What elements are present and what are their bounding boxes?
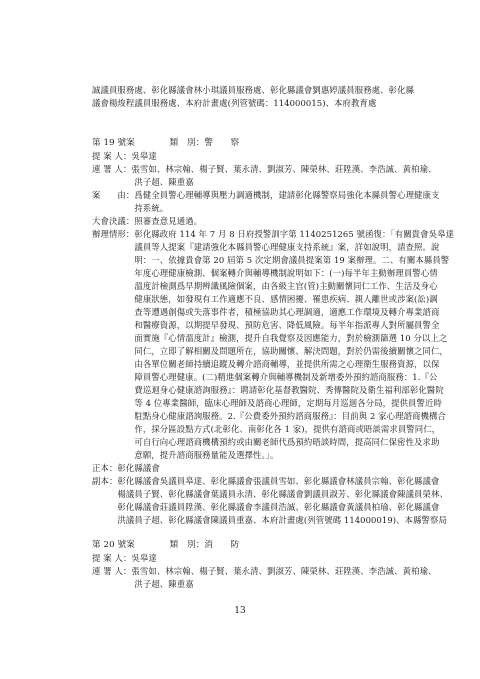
- page-number: 13: [234, 606, 246, 616]
- case19-handling-line-7: 查等遭遇創傷或失落事件者，積極協助其心理調適，適應工作環境及轉介專業諮商: [92, 307, 440, 317]
- case19-handling-line-18: 意願，提升諮商服務量能及選擇性。」。: [92, 450, 279, 460]
- case19-copy-line-4: 洪議員子超、彰化縣議會陳議員重嘉、本府計畫處(列管號碼 114000019)、本縣警察局: [92, 515, 447, 525]
- case20-cosigners-line-1: 連 署 人：張雪如、林宗翰、楊子賢、葉永清、劉淑芳、陳榮林、莊陞漢、李浩誠、黃柏瑜、: [92, 566, 437, 576]
- case19-copy-line-1: 副本：彰化縣議會吳議員皋達、彰化縣議會張議員雪如、彰化縣議會林議員宗翰、彰化縣議會: [92, 476, 440, 486]
- intro-line-1: 誠議員服務處、彰化縣議會林小琪議員服務處、彰化縣議會劉惠婷議員服務處、彰化縣: [92, 85, 415, 95]
- case19-handling-line-16: 作，採分區設點方式(北彰化、南彰化各 1 家)，提供有諮商或晤談需求員警同仁，: [92, 424, 441, 434]
- case19-handling-line-13: 費巡迴身心健康諮詢服務』：聘請彰化基督教醫院、秀傳醫院及衛生福利部彰化醫院: [92, 385, 444, 395]
- case19-handling-line-4: 年度心理健康檢測、個案轉介與輔導機制說明如下：(一)每半年主動辦理員警心情: [92, 268, 438, 278]
- case19-copy-line-2: 楊議員子賢、彰化縣議會葉議員永清、彰化縣議會劉議員淑芳、彰化縣議會陳議員榮林、: [92, 489, 448, 499]
- case19-handling-line-6: 健康狀態，如發現有工作適應不良、感情困擾、罹患疾病、親人離世或涉案(訟)調: [92, 294, 438, 304]
- case19-main-copy: 正本：彰化縣議會: [92, 463, 160, 473]
- case19-cosigners-line-2: 洪子超、陳重嘉: [92, 177, 194, 187]
- case19-header: 第 19 號案 類 別：警 察: [92, 138, 240, 148]
- case19-handling-line-15: 駐點身心健康諮詢服務。2.『公費委外預約諮商服務』：目前與 2 家心理諮商機構合: [92, 411, 446, 421]
- case19-handling-line-17: 可自行向心理諮商機構預約或由關老師代爲預約晤談時間，提高同仁保密性及求助: [92, 437, 440, 447]
- case19-handling-line-10: 同仁，立即了解相關及問題所在，協助關懷、解決問題，對於仍需後續關懷之同仁，: [92, 346, 448, 356]
- case19-handling-line-1: 辦理情形：彰化縣政府 114 年 7 月 8 日府授警訓字第 1140251265 號函復：「有關貴會吳皋達: [92, 229, 455, 239]
- case19-handling-line-8: 和醫療資源，以期提早發現、預防危害、降低風險。每半年指派專人對所屬員警全: [92, 320, 440, 330]
- case19-subject-line-1: 案 由：爲健全員警心理輔導與壓力調適機制，建請彰化縣警察局強化本縣員警心理健康支: [92, 190, 440, 200]
- case19-handling-line-14: 等 4 位專業醫師，臨床心理師及諮商心理師，定期每月巡迴各分局，提供員警近時: [92, 398, 442, 408]
- case19-proposer: 提 案 人：吳皋達: [92, 151, 157, 161]
- case19-handling-line-3: 明：一、依據貴會第 20 屆第 5 次定期會議員提案第 19 案辦理。二、有關本縣員警: [92, 255, 450, 265]
- case19-resolution: 大會決議：照審查意見通過。: [92, 216, 203, 226]
- case19-handling-line-2: 議員等人提案『建請強化本縣員警心理健康支持系統』案，詳如說明，請查照。說: [92, 242, 440, 252]
- case20-cosigners-line-2: 洪子超、陳重嘉: [92, 579, 194, 589]
- case19-cosigners-line-1: 連 署 人：張雪如、林宗翰、楊子賢、葉永清、劉淑芳、陳榮林、莊陞漢、李浩誠、黃柏瑜、: [92, 164, 437, 174]
- case19-handling-line-9: 面實施『心情溫度計』檢測，提升自我覺察及因應能力，對於檢測篩選 10 分以上之: [92, 333, 448, 343]
- case19-handling-line-12: 障員警心理健康。(二)精進個案轉介與輔導機制及新增委外預約諮商服務：1.『公: [92, 372, 438, 382]
- case20-header: 第 20 號案 類 別：消 防: [92, 540, 240, 550]
- case19-handling-line-5: 溫度計檢測爲早期辨識風險個案，由各級主官(管)主動關懷同仁工作、生活及身心: [92, 281, 438, 291]
- case20-proposer: 提 案 人：吳皋達: [92, 553, 157, 563]
- case19-copy-line-3: 彰化縣議會莊議員陞漢、彰化縣議會李議員浩誠、彰化縣議會黃議員柏瑜、彰化縣議會: [92, 502, 440, 512]
- case19-subject-line-2: 持系統。: [92, 203, 169, 213]
- intro-line-2: 議會楊焌程議員服務處、本府計畫處(列管號碼：114000015)、本府教育處: [92, 98, 377, 108]
- case19-handling-line-11: 由各單位關老師持續追蹤及轉介諮商輔導，並提供所需之心理衛生服務資源，以保: [92, 359, 440, 369]
